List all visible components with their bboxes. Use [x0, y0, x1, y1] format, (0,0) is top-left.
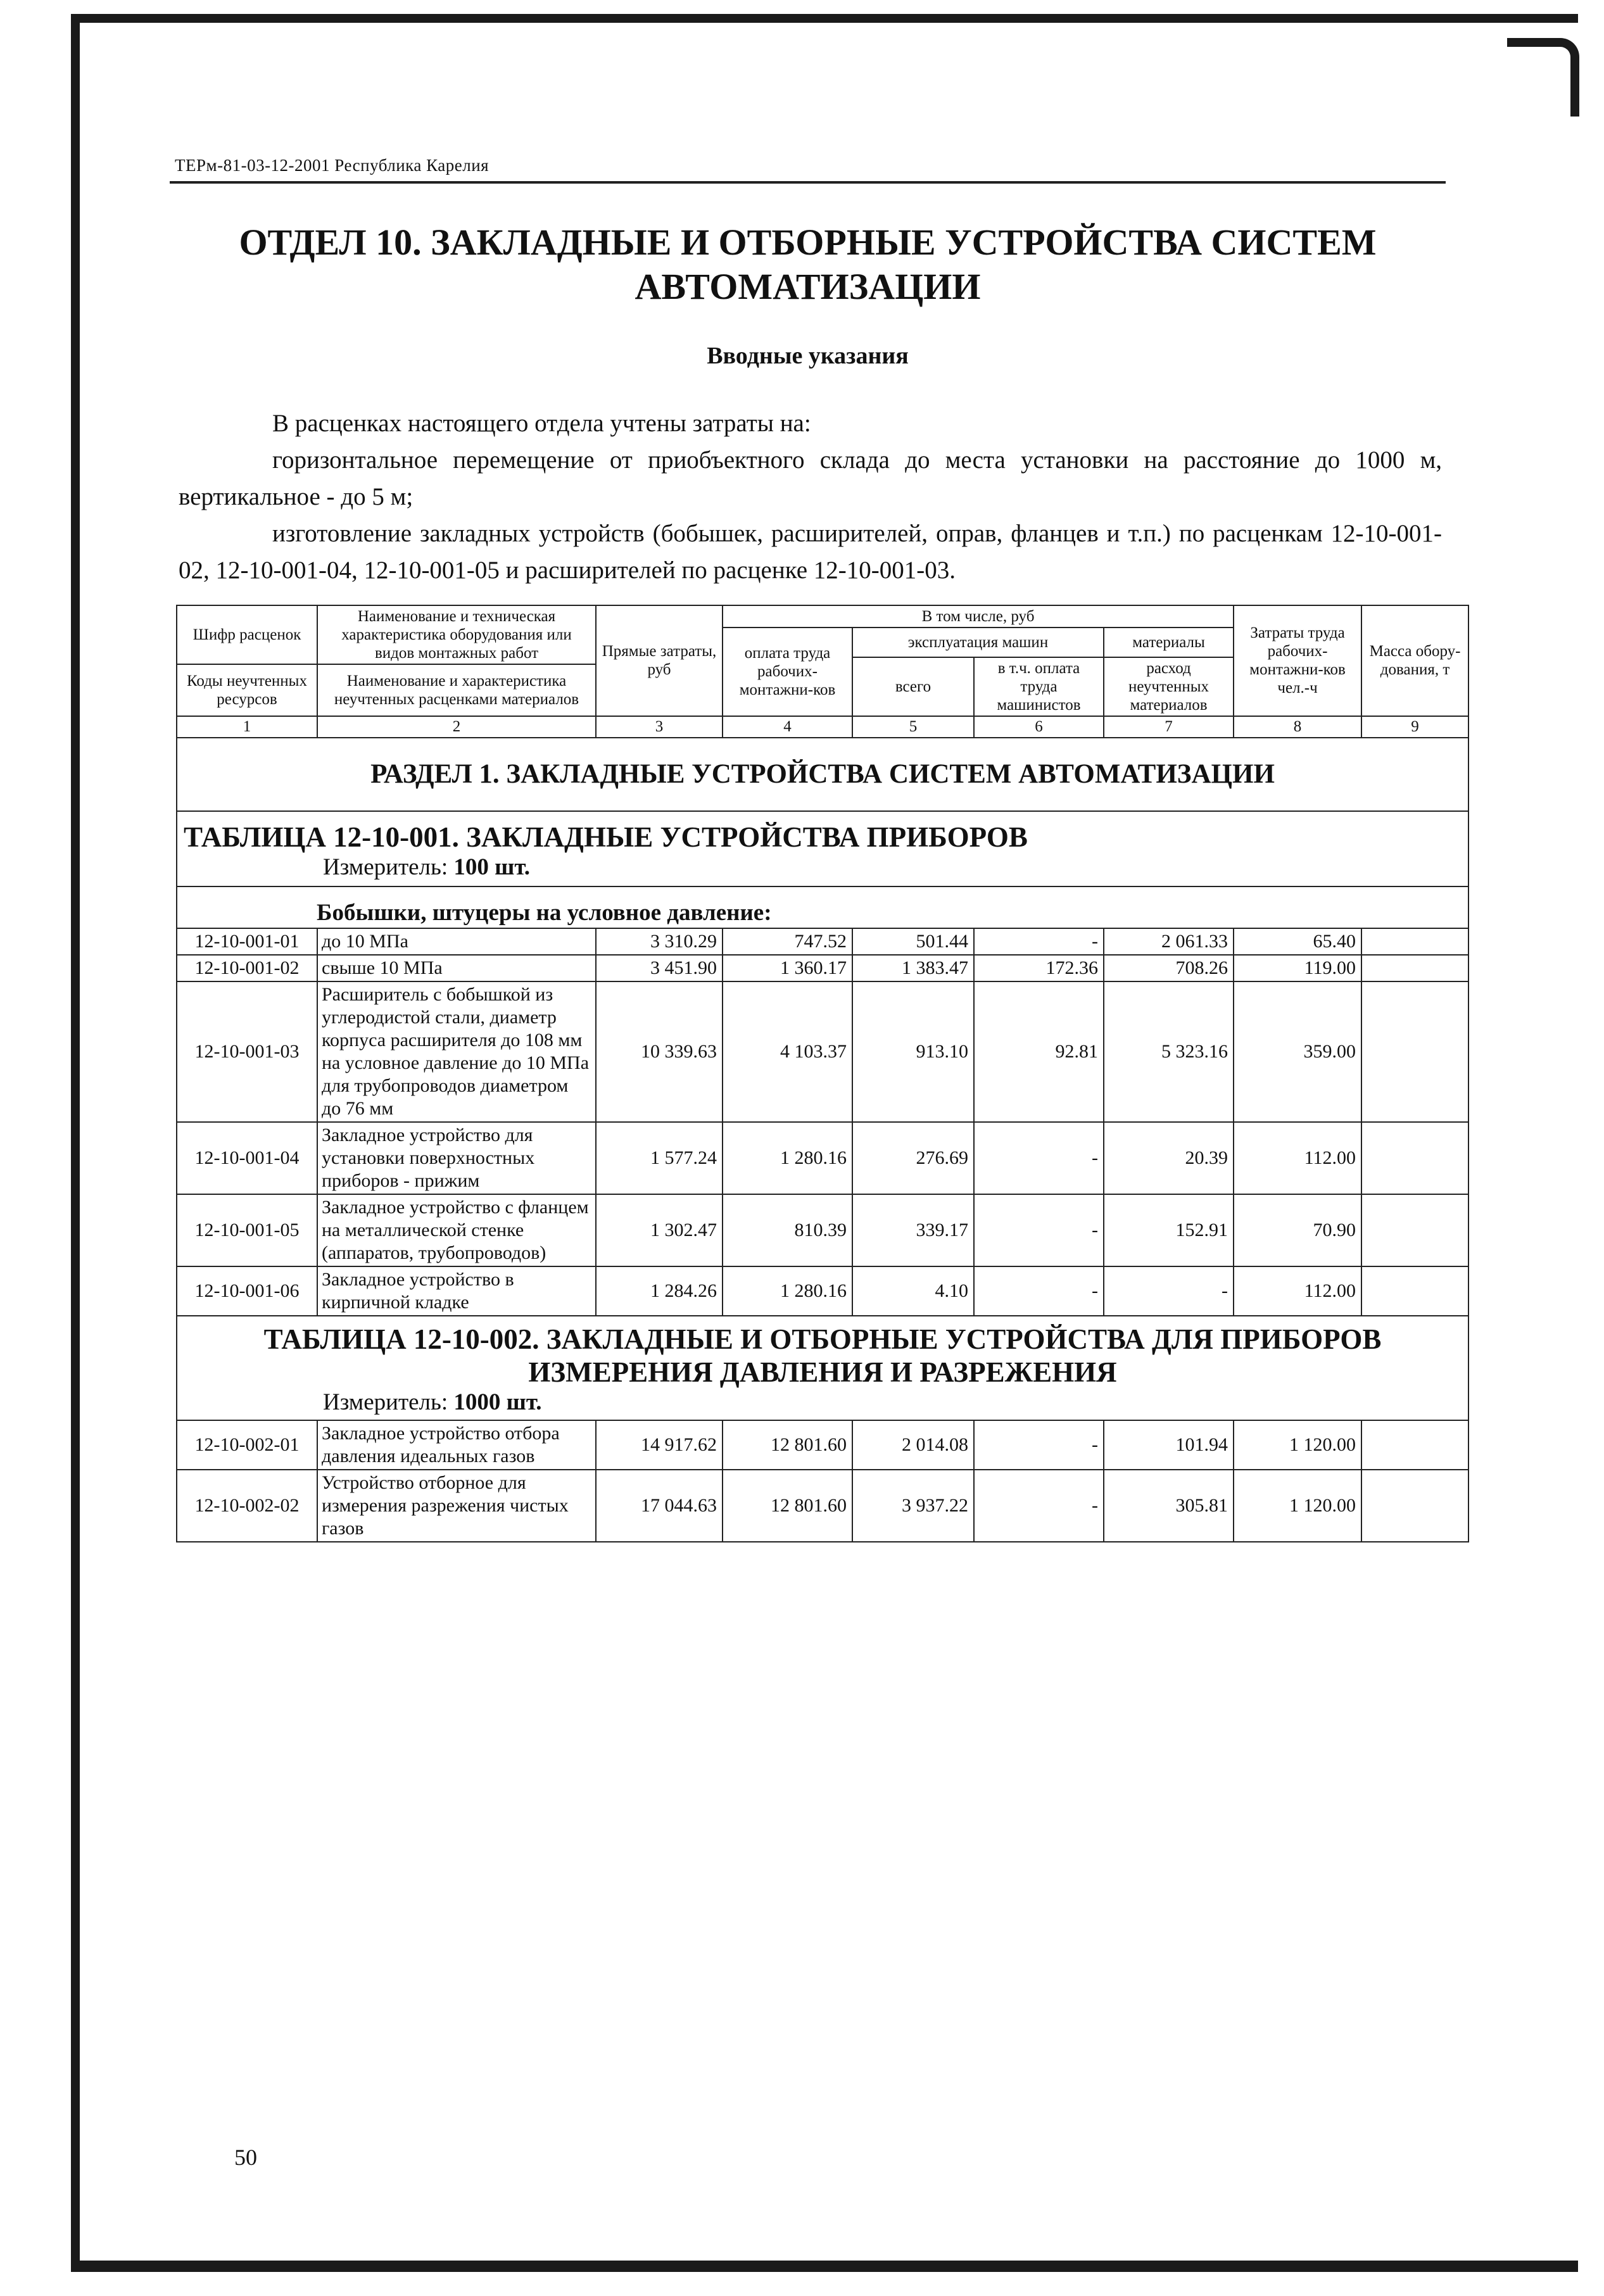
scan-border-left [71, 14, 80, 2268]
equipment-mass [1361, 928, 1468, 955]
header-mass: Масса обору-дования, т [1361, 605, 1468, 716]
worker-pay: 4 103.37 [723, 981, 852, 1122]
table-row [177, 1194, 1468, 1266]
rate-code: 12-10-001-01 [177, 928, 317, 955]
header-machinist-pay: в т.ч. оплата труда машинистов [974, 657, 1104, 716]
rate-name: Закладное устройство с фланцем на металлической стенке (аппаратов, трубопроводов) [317, 1194, 596, 1266]
section-title: РАЗДЕЛ 1. ЗАКЛАДНЫЕ УСТРОЙСТВА СИСТЕМ АВТОМАТИЗАЦИИ [177, 738, 1468, 811]
header-name-tech: Наименование и техническая характеристика оборудования или видов монтажных работ [317, 605, 596, 664]
equipment-mass [1361, 1470, 1468, 1542]
header-machine-total: всего [852, 657, 974, 716]
rates-table [176, 605, 1469, 1542]
column-number: 5 [852, 716, 974, 738]
machinist-pay: - [974, 1470, 1104, 1542]
table-row [177, 1266, 1468, 1316]
rate-name: Расширитель с бобышкой из углеродистой стали, диаметр корпуса расширителя до 108 мм на условное давление до 10 МПа для трубопроводов диаметром до 76 мм [317, 981, 596, 1122]
machinist-pay: - [974, 1266, 1104, 1316]
equipment-mass [1361, 1194, 1468, 1266]
rate-code: 12-10-001-02 [177, 955, 317, 981]
labor-hours: 119.00 [1234, 955, 1361, 981]
measure-label: Измеритель: [323, 854, 454, 880]
machinist-pay: - [974, 928, 1104, 955]
materials-cost: 101.94 [1104, 1420, 1234, 1470]
table1-group-row [177, 886, 1468, 928]
measure-value: 1000 шт. [453, 1389, 542, 1415]
equipment-mass [1361, 1266, 1468, 1316]
header-row-1 [177, 605, 1468, 628]
direct-costs: 10 339.63 [596, 981, 723, 1122]
header-name-unaccounted: Наименование и характеристика неучтенных расценками материалов [317, 664, 596, 716]
header-materials: материалы [1104, 628, 1234, 657]
header-resource-codes: Коды неучтенных ресурсов [177, 664, 317, 716]
machine-total: 3 937.22 [852, 1470, 974, 1542]
header-worker-pay: оплата труда рабочих-монтажни-ков [723, 628, 852, 716]
column-number: 2 [317, 716, 596, 738]
worker-pay: 1 280.16 [723, 1266, 852, 1316]
worker-pay: 810.39 [723, 1194, 852, 1266]
intro-paragraph-3: изготовление закладных устройств (бобышек, расширителей, оправ, фланцев и т.п.) по расценкам 12-10-001-02, 12-10-001-04, 12-10-001-05 и расширителей по расценке 12-10-001-03. [179, 520, 1442, 584]
rate-name: Закладное устройство в кирпичной кладке [317, 1266, 596, 1316]
table-row [177, 1122, 1468, 1194]
machinist-pay: 92.81 [974, 981, 1104, 1122]
rate-name: до 10 МПа [317, 928, 596, 955]
worker-pay: 12 801.60 [723, 1470, 852, 1542]
scan-border-bottom [71, 2261, 1578, 2272]
equipment-mass [1361, 1420, 1468, 1470]
table-row [177, 1420, 1468, 1470]
machinist-pay: - [974, 1420, 1104, 1470]
machine-total: 4.10 [852, 1266, 974, 1316]
equipment-mass [1361, 981, 1468, 1122]
machinist-pay: - [974, 1122, 1104, 1194]
column-number: 1 [177, 716, 317, 738]
labor-hours: 112.00 [1234, 1266, 1361, 1316]
rate-code: 12-10-002-02 [177, 1470, 317, 1542]
header-cipher: Шифр расценок [177, 605, 317, 664]
machine-total: 2 014.08 [852, 1420, 974, 1470]
materials-cost: 152.91 [1104, 1194, 1234, 1266]
worker-pay: 747.52 [723, 928, 852, 955]
table2-title-row [177, 1316, 1468, 1420]
header-direct-costs: Прямые затраты, руб [596, 605, 723, 716]
materials-cost: 708.26 [1104, 955, 1234, 981]
labor-hours: 112.00 [1234, 1122, 1361, 1194]
machinist-pay: - [974, 1194, 1104, 1266]
column-numbers-row [177, 716, 1468, 738]
table2-measure [184, 1389, 1462, 1416]
machine-total: 1 383.47 [852, 955, 974, 981]
header-rule [170, 181, 1446, 184]
labor-hours: 70.90 [1234, 1194, 1361, 1266]
intro-title: Вводные указания [707, 343, 909, 369]
rate-name: Закладное устройство отбора давления идеальных газов [317, 1420, 596, 1470]
column-number: 3 [596, 716, 723, 738]
worker-pay: 1 280.16 [723, 1122, 852, 1194]
column-number: 8 [1234, 716, 1361, 738]
section-row [177, 738, 1468, 811]
header-unaccounted-consumption: расход неучтенных материалов [1104, 657, 1234, 716]
rate-code: 12-10-001-06 [177, 1266, 317, 1316]
table2-title-line1: ТАБЛИЦА 12-10-002. ЗАКЛАДНЫЕ И ОТБОРНЫЕ УСТРОЙСТВА ДЛЯ ПРИБОРОВ [263, 1323, 1382, 1355]
direct-costs: 1 577.24 [596, 1122, 723, 1194]
table1-group-label: Бобышки, штуцеры на условное давление: [177, 886, 1468, 928]
table-row [177, 955, 1468, 981]
intro-paragraph-1: В расценках настоящего отдела учтены затраты на: [272, 410, 811, 437]
measure-label: Измеритель: [323, 1389, 454, 1415]
materials-cost: 2 061.33 [1104, 928, 1234, 955]
direct-costs: 1 302.47 [596, 1194, 723, 1266]
machine-total: 276.69 [852, 1122, 974, 1194]
equipment-mass [1361, 955, 1468, 981]
table1-measure [184, 854, 1462, 881]
table1-title: ТАБЛИЦА 12-10-001. ЗАКЛАДНЫЕ УСТРОЙСТВА ПРИБОРОВ [184, 821, 1028, 853]
direct-costs: 14 917.62 [596, 1420, 723, 1470]
rate-name: Устройство отборное для измерения разрежения чистых газов [317, 1470, 596, 1542]
materials-cost: 20.39 [1104, 1122, 1234, 1194]
measure-value: 100 шт. [453, 854, 531, 880]
direct-costs: 17 044.63 [596, 1470, 723, 1542]
rate-code: 12-10-001-05 [177, 1194, 317, 1266]
department-title-line1: ОТДЕЛ 10. ЗАКЛАДНЫЕ И ОТБОРНЫЕ УСТРОЙСТВА СИСТЕМ [239, 222, 1377, 263]
header-including: В том числе, руб [723, 605, 1234, 628]
machinist-pay: 172.36 [974, 955, 1104, 981]
column-number: 4 [723, 716, 852, 738]
materials-cost: - [1104, 1266, 1234, 1316]
column-number: 6 [974, 716, 1104, 738]
table-row [177, 1470, 1468, 1542]
scan-page-corner [1507, 38, 1579, 117]
header-machine-ops: эксплуатация машин [852, 628, 1104, 657]
materials-cost: 305.81 [1104, 1470, 1234, 1542]
table1-title-cell [177, 811, 1468, 886]
intro-paragraph-2: горизонтальное перемещение от приобъектного склада до места установки на расстояние до 1000 м, вертикальное - до 5 м; [179, 446, 1442, 510]
scan-border-top [71, 14, 1578, 23]
worker-pay: 12 801.60 [723, 1420, 852, 1470]
running-header: ТЕРм-81-03-12-2001 Республика Карелия [175, 156, 489, 175]
intro-text [179, 405, 1442, 589]
rate-code: 12-10-002-01 [177, 1420, 317, 1470]
labor-hours: 359.00 [1234, 981, 1361, 1122]
rate-code: 12-10-001-04 [177, 1122, 317, 1194]
worker-pay: 1 360.17 [723, 955, 852, 981]
table2-title-cell [177, 1316, 1468, 1420]
direct-costs: 3 310.29 [596, 928, 723, 955]
table2-title-line2: ИЗМЕРЕНИЯ ДАВЛЕНИЯ И РАЗРЕЖЕНИЯ [528, 1356, 1117, 1388]
machine-total: 339.17 [852, 1194, 974, 1266]
table-row [177, 981, 1468, 1122]
column-number: 7 [1104, 716, 1234, 738]
department-title [170, 220, 1446, 309]
equipment-mass [1361, 1122, 1468, 1194]
rate-code: 12-10-001-03 [177, 981, 317, 1122]
rate-name: Закладное устройство для установки поверхностных приборов - прижим [317, 1122, 596, 1194]
labor-hours: 1 120.00 [1234, 1420, 1361, 1470]
header-labor-costs: Затраты труда рабочих-монтажни-ков чел.-ч [1234, 605, 1361, 716]
machine-total: 913.10 [852, 981, 974, 1122]
direct-costs: 3 451.90 [596, 955, 723, 981]
table-row [177, 928, 1468, 955]
materials-cost: 5 323.16 [1104, 981, 1234, 1122]
rate-name: свыше 10 МПа [317, 955, 596, 981]
labor-hours: 1 120.00 [1234, 1470, 1361, 1542]
table1-title-row [177, 811, 1468, 886]
direct-costs: 1 284.26 [596, 1266, 723, 1316]
column-number: 9 [1361, 716, 1468, 738]
machine-total: 501.44 [852, 928, 974, 955]
page-number: 50 [234, 2145, 257, 2170]
department-title-line2: АВТОМАТИЗАЦИИ [635, 266, 981, 307]
labor-hours: 65.40 [1234, 928, 1361, 955]
